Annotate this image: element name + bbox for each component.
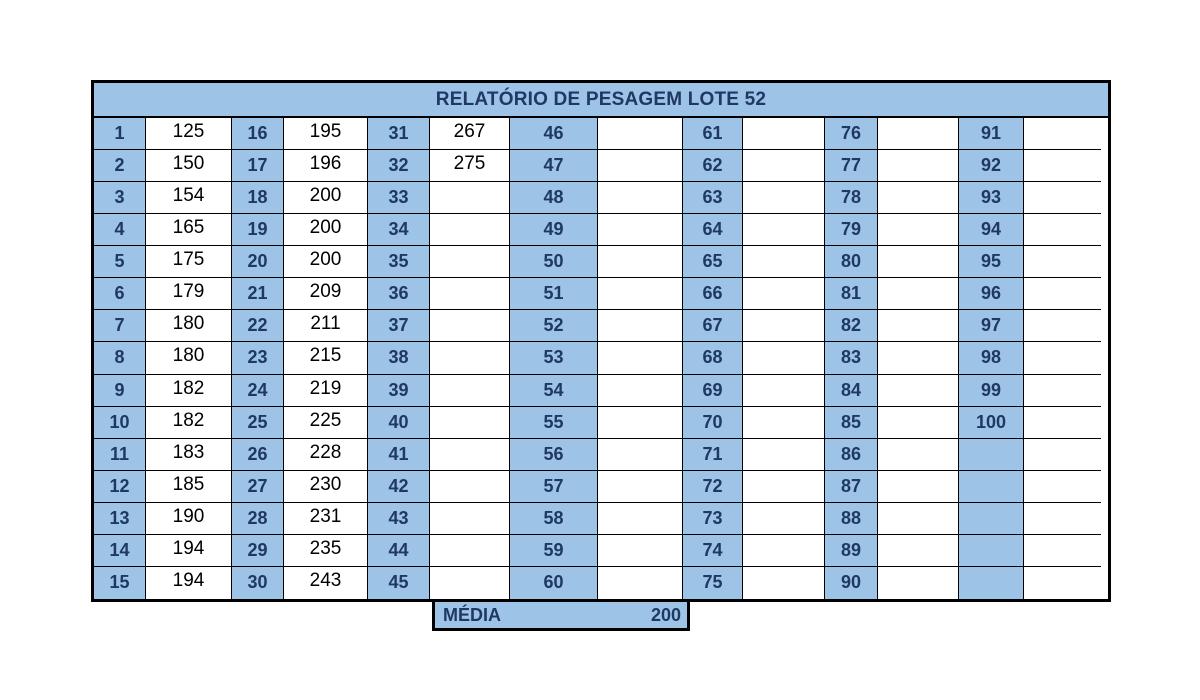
entry-number-cell: 29 — [232, 535, 284, 567]
entry-number-cell: 87 — [825, 471, 878, 503]
entry-number-cell: 66 — [683, 278, 743, 310]
entry-number-cell: 69 — [683, 375, 743, 407]
weight-value-cell[interactable] — [598, 342, 683, 374]
entry-number-cell: 50 — [510, 246, 598, 278]
entry-number-cell: 26 — [232, 439, 284, 471]
entry-number-cell: 81 — [825, 278, 878, 310]
entry-number-cell: 56 — [510, 439, 598, 471]
entry-number-cell: 48 — [510, 182, 598, 214]
weight-value-cell[interactable]: 215 — [284, 342, 368, 374]
weight-value-cell[interactable]: 183 — [146, 439, 232, 471]
entry-number-cell: 30 — [232, 567, 284, 599]
weight-value-cell[interactable] — [598, 439, 683, 471]
entry-number-cell: 58 — [510, 503, 598, 535]
weight-value-cell[interactable]: 209 — [284, 278, 368, 310]
entry-number-cell: 88 — [825, 503, 878, 535]
weight-value-cell[interactable] — [878, 471, 959, 503]
weight-value-cell[interactable] — [743, 214, 825, 246]
weight-value-cell[interactable] — [598, 375, 683, 407]
entry-number-cell: 39 — [368, 375, 430, 407]
weight-value-cell[interactable] — [878, 150, 959, 182]
entry-number-cell: 71 — [683, 439, 743, 471]
entry-number-cell: 32 — [368, 150, 430, 182]
entry-number-cell: 12 — [94, 471, 146, 503]
weight-value-cell[interactable] — [598, 535, 683, 567]
weight-value-cell[interactable]: 231 — [284, 503, 368, 535]
weight-value-cell[interactable]: 211 — [284, 310, 368, 342]
entry-number-cell: 72 — [683, 471, 743, 503]
weight-value-cell[interactable] — [743, 439, 825, 471]
weight-value-cell[interactable] — [743, 342, 825, 374]
weight-value-cell[interactable] — [598, 310, 683, 342]
entry-number-cell: 90 — [825, 567, 878, 599]
entry-number-cell: 62 — [683, 150, 743, 182]
entry-number-cell: 78 — [825, 182, 878, 214]
entry-number-cell: 99 — [959, 375, 1024, 407]
entry-number-cell: 3 — [94, 182, 146, 214]
entry-number-cell: 63 — [683, 182, 743, 214]
weight-value-cell[interactable] — [1024, 342, 1101, 374]
weight-value-cell[interactable] — [598, 246, 683, 278]
weight-value-cell[interactable] — [1024, 503, 1101, 535]
weight-value-cell[interactable] — [430, 503, 510, 535]
entry-number-cell: 10 — [94, 407, 146, 439]
weight-value-cell[interactable]: 154 — [146, 182, 232, 214]
entry-number-cell: 35 — [368, 246, 430, 278]
entry-number-cell: 64 — [683, 214, 743, 246]
weight-value-cell[interactable]: 195 — [284, 118, 368, 150]
entry-number-cell: 84 — [825, 375, 878, 407]
entry-number-cell: 14 — [94, 535, 146, 567]
weight-value-cell[interactable]: 180 — [146, 310, 232, 342]
weight-value-cell[interactable]: 194 — [146, 535, 232, 567]
entry-number-cell: 8 — [94, 342, 146, 374]
weight-value-cell[interactable] — [878, 118, 959, 150]
weight-value-cell[interactable] — [1024, 439, 1101, 471]
weight-value-cell[interactable] — [878, 407, 959, 439]
entry-number-cell: 22 — [232, 310, 284, 342]
weight-value-cell[interactable]: 267 — [430, 118, 510, 150]
weight-value-cell[interactable] — [878, 278, 959, 310]
entry-number-cell: 96 — [959, 278, 1024, 310]
weight-value-cell[interactable] — [743, 150, 825, 182]
weight-value-cell[interactable]: 230 — [284, 471, 368, 503]
weight-value-cell[interactable] — [878, 182, 959, 214]
weight-value-cell[interactable] — [598, 182, 683, 214]
weight-value-cell[interactable] — [878, 246, 959, 278]
weight-value-cell[interactable]: 182 — [146, 407, 232, 439]
weight-value-cell[interactable] — [1024, 182, 1101, 214]
entry-number-cell: 76 — [825, 118, 878, 150]
weight-value-cell[interactable] — [430, 439, 510, 471]
entry-number-cell: 60 — [510, 567, 598, 599]
weight-value-cell[interactable] — [430, 567, 510, 599]
entry-number-cell: 34 — [368, 214, 430, 246]
entry-number-cell: 61 — [683, 118, 743, 150]
entry-number-cell: 98 — [959, 342, 1024, 374]
average-label: MÉDIA — [443, 604, 501, 625]
entry-number-cell: 95 — [959, 246, 1024, 278]
weight-value-cell[interactable] — [1024, 150, 1101, 182]
entry-number-cell: 20 — [232, 246, 284, 278]
weight-value-cell[interactable]: 228 — [284, 439, 368, 471]
entry-number-cell: 80 — [825, 246, 878, 278]
entry-number-cell: 86 — [825, 439, 878, 471]
entry-number-cell: 15 — [94, 567, 146, 599]
entry-number-cell: 40 — [368, 407, 430, 439]
weight-value-cell[interactable] — [598, 503, 683, 535]
entry-number-cell: 51 — [510, 278, 598, 310]
entry-number-cell: 79 — [825, 214, 878, 246]
weight-value-cell[interactable]: 225 — [284, 407, 368, 439]
weight-value-cell[interactable] — [743, 310, 825, 342]
weight-value-cell[interactable] — [878, 503, 959, 535]
entry-number-cell: 67 — [683, 310, 743, 342]
weight-value-cell[interactable] — [743, 407, 825, 439]
weight-value-cell[interactable]: 175 — [146, 246, 232, 278]
entry-number-cell: 9 — [94, 375, 146, 407]
entry-number-cell — [959, 503, 1024, 535]
entry-number-cell: 93 — [959, 182, 1024, 214]
weight-value-cell[interactable]: 200 — [284, 182, 368, 214]
entry-number-cell — [959, 535, 1024, 567]
weight-value-cell[interactable] — [430, 182, 510, 214]
entry-number-cell: 82 — [825, 310, 878, 342]
entry-number-cell: 45 — [368, 567, 430, 599]
entry-number-cell: 42 — [368, 471, 430, 503]
entry-number-cell: 18 — [232, 182, 284, 214]
weight-value-cell[interactable] — [743, 118, 825, 150]
weight-value-cell[interactable]: 219 — [284, 375, 368, 407]
weight-value-cell[interactable] — [598, 567, 683, 599]
weight-value-cell[interactable]: 190 — [146, 503, 232, 535]
entry-number-cell: 75 — [683, 567, 743, 599]
entry-number-cell: 57 — [510, 471, 598, 503]
weight-value-cell[interactable] — [598, 118, 683, 150]
weight-value-cell[interactable]: 275 — [430, 150, 510, 182]
entry-number-cell: 27 — [232, 471, 284, 503]
entry-number-cell: 24 — [232, 375, 284, 407]
entry-number-cell: 31 — [368, 118, 430, 150]
weight-value-cell[interactable] — [743, 278, 825, 310]
weight-value-cell[interactable] — [430, 535, 510, 567]
entry-number-cell: 44 — [368, 535, 430, 567]
weight-value-cell[interactable] — [598, 407, 683, 439]
weight-value-cell[interactable]: 243 — [284, 567, 368, 599]
entry-number-cell: 85 — [825, 407, 878, 439]
weight-value-cell[interactable]: 185 — [146, 471, 232, 503]
entry-number-cell: 2 — [94, 150, 146, 182]
entry-number-cell: 59 — [510, 535, 598, 567]
entry-number-cell: 55 — [510, 407, 598, 439]
entry-number-cell: 16 — [232, 118, 284, 150]
weight-value-cell[interactable] — [430, 342, 510, 374]
entry-number-cell: 38 — [368, 342, 430, 374]
entry-number-cell: 77 — [825, 150, 878, 182]
entry-number-cell: 5 — [94, 246, 146, 278]
weight-value-cell[interactable] — [430, 246, 510, 278]
weight-value-cell[interactable]: 200 — [284, 246, 368, 278]
entry-number-cell: 47 — [510, 150, 598, 182]
entry-number-cell: 53 — [510, 342, 598, 374]
weight-value-cell[interactable] — [430, 471, 510, 503]
weight-value-cell[interactable]: 196 — [284, 150, 368, 182]
entry-number-cell: 92 — [959, 150, 1024, 182]
weight-value-cell[interactable] — [743, 503, 825, 535]
weights-grid — [94, 118, 1108, 599]
entry-number-cell: 37 — [368, 310, 430, 342]
weight-value-cell[interactable] — [1024, 375, 1101, 407]
entry-number-cell: 33 — [368, 182, 430, 214]
entry-number-cell — [959, 471, 1024, 503]
weight-value-cell[interactable] — [878, 342, 959, 374]
weight-value-cell[interactable] — [1024, 278, 1101, 310]
entry-number-cell: 1 — [94, 118, 146, 150]
weight-value-cell[interactable] — [598, 278, 683, 310]
entry-number-cell: 97 — [959, 310, 1024, 342]
weight-value-cell[interactable]: 182 — [146, 375, 232, 407]
weight-value-cell[interactable]: 165 — [146, 214, 232, 246]
weight-value-cell[interactable] — [430, 214, 510, 246]
weight-value-cell[interactable] — [430, 310, 510, 342]
entry-number-cell: 54 — [510, 375, 598, 407]
entry-number-cell: 89 — [825, 535, 878, 567]
entry-number-cell: 25 — [232, 407, 284, 439]
weight-value-cell[interactable]: 179 — [146, 278, 232, 310]
weight-value-cell[interactable] — [743, 375, 825, 407]
weight-value-cell[interactable] — [430, 278, 510, 310]
entry-number-cell: 100 — [959, 407, 1024, 439]
weight-value-cell[interactable] — [430, 375, 510, 407]
entry-number-cell: 70 — [683, 407, 743, 439]
weight-value-cell[interactable] — [878, 439, 959, 471]
weighing-report-table — [91, 80, 1111, 602]
weight-value-cell[interactable] — [878, 375, 959, 407]
weight-value-cell[interactable] — [1024, 118, 1101, 150]
entry-number-cell: 17 — [232, 150, 284, 182]
entry-number-cell: 74 — [683, 535, 743, 567]
weight-value-cell[interactable] — [430, 407, 510, 439]
entry-number-cell: 23 — [232, 342, 284, 374]
weight-value-cell[interactable] — [878, 214, 959, 246]
weight-value-cell[interactable] — [743, 182, 825, 214]
entry-number-cell: 65 — [683, 246, 743, 278]
weight-value-cell[interactable] — [1024, 471, 1101, 503]
weight-value-cell[interactable] — [743, 535, 825, 567]
entry-number-cell: 21 — [232, 278, 284, 310]
weight-value-cell[interactable] — [598, 150, 683, 182]
weight-value-cell[interactable]: 180 — [146, 342, 232, 374]
weight-value-cell[interactable] — [598, 214, 683, 246]
weight-value-cell[interactable]: 235 — [284, 535, 368, 567]
entry-number-cell: 13 — [94, 503, 146, 535]
report-title: RELATÓRIO DE PESAGEM LOTE 52 — [94, 83, 1108, 118]
weight-value-cell[interactable]: 125 — [146, 118, 232, 150]
weight-value-cell[interactable] — [1024, 310, 1101, 342]
entry-number-cell: 46 — [510, 118, 598, 150]
entry-number-cell — [959, 439, 1024, 471]
weight-value-cell[interactable] — [743, 567, 825, 599]
weight-value-cell[interactable] — [878, 567, 959, 599]
entry-number-cell — [959, 567, 1024, 599]
average-row — [432, 600, 690, 631]
entry-number-cell: 73 — [683, 503, 743, 535]
average-value: 200 — [650, 604, 681, 625]
entry-number-cell: 7 — [94, 310, 146, 342]
weight-value-cell[interactable] — [878, 535, 959, 567]
weight-value-cell[interactable] — [1024, 246, 1101, 278]
entry-number-cell: 83 — [825, 342, 878, 374]
entry-number-cell: 94 — [959, 214, 1024, 246]
entry-number-cell: 4 — [94, 214, 146, 246]
weight-value-cell[interactable] — [743, 471, 825, 503]
entry-number-cell: 41 — [368, 439, 430, 471]
entry-number-cell: 11 — [94, 439, 146, 471]
entry-number-cell: 91 — [959, 118, 1024, 150]
weight-value-cell[interactable]: 200 — [284, 214, 368, 246]
entry-number-cell: 6 — [94, 278, 146, 310]
weight-value-cell[interactable] — [878, 310, 959, 342]
entry-number-cell: 19 — [232, 214, 284, 246]
entry-number-cell: 52 — [510, 310, 598, 342]
weight-value-cell[interactable] — [1024, 567, 1101, 599]
entry-number-cell: 43 — [368, 503, 430, 535]
entry-number-cell: 49 — [510, 214, 598, 246]
entry-number-cell: 36 — [368, 278, 430, 310]
weight-value-cell[interactable] — [598, 471, 683, 503]
weight-value-cell[interactable] — [1024, 407, 1101, 439]
weight-value-cell[interactable]: 150 — [146, 150, 232, 182]
weight-value-cell[interactable] — [743, 246, 825, 278]
weight-value-cell[interactable]: 194 — [146, 567, 232, 599]
weight-value-cell[interactable] — [1024, 535, 1101, 567]
weight-value-cell[interactable] — [1024, 214, 1101, 246]
entry-number-cell: 68 — [683, 342, 743, 374]
entry-number-cell: 28 — [232, 503, 284, 535]
